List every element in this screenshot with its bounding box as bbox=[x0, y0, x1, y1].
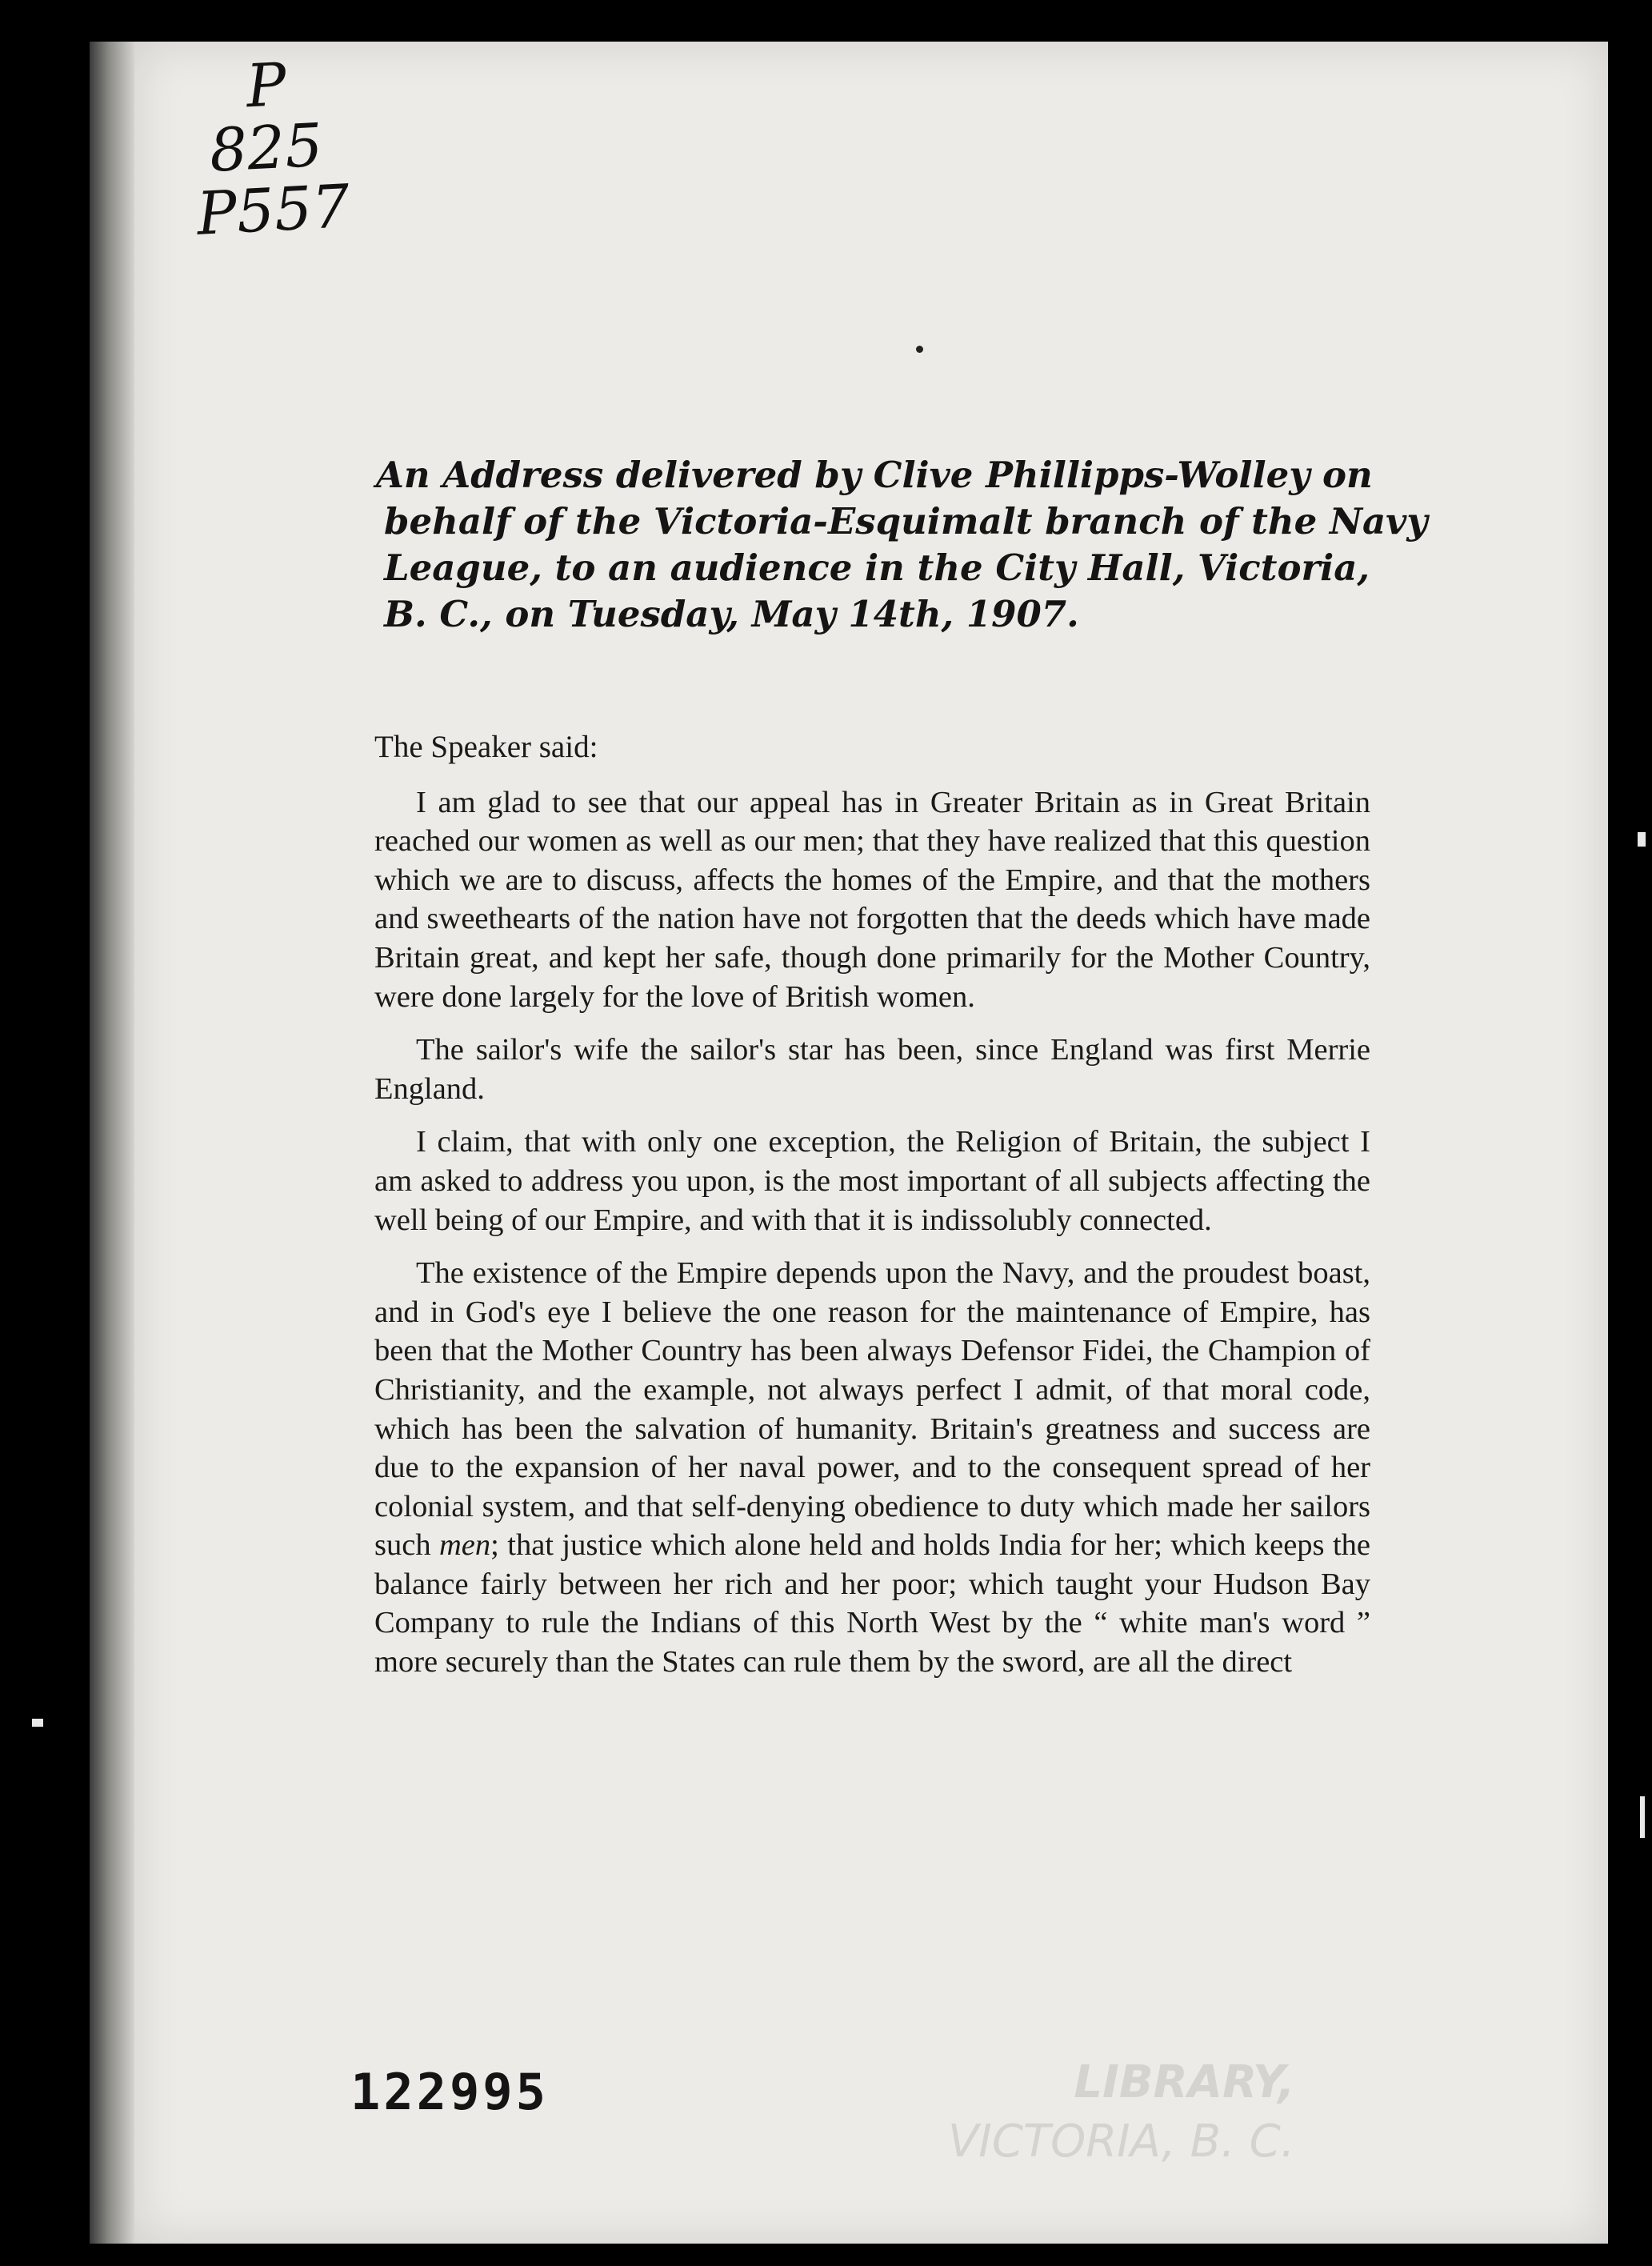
title-line-2: behalf of the Victoria-Esquimalt branch of the Navy bbox=[384, 500, 1428, 542]
title-line-4: B. C., on Tuesday, May 14th, 1907. bbox=[384, 593, 1079, 635]
stamp-line-1: LIBRARY, bbox=[1074, 2056, 1295, 2108]
speaker-intro: The Speaker said: bbox=[374, 730, 598, 764]
paragraph-4-part-1: The existence of the Empire depends upon the Navy, and the proudest boast, and in God's eye I believe the one reason for the maintenance of Empire, has been that the Mother Country has been always Defensor Fidei, the Champion of Christianity, and the example, not always perfect I admit, of that moral code, which has been the salvation of humanity. Britain's greatness and success are due to the expansion of her naval power, and to the consequent spread of her colonial system, and that self-denying obedience to duty which made her sailors such bbox=[374, 1256, 1370, 1563]
edge-mark-left bbox=[32, 1719, 43, 1727]
library-stamp bbox=[948, 2053, 1295, 2172]
paragraph-4-part-2: ; that justice which alone held and holds India for her; which keeps the balance fairly between her rich and her poor; which taught your Hudson Bay Company to rule the Indians of this North West by the “ white man's word ” more securely than the States can rule them by the sword, are all the direct bbox=[374, 1528, 1370, 1679]
body-text bbox=[374, 728, 1370, 1696]
stamp-line-2: VICTORIA, B. C. bbox=[948, 2116, 1295, 2168]
ink-dot bbox=[916, 346, 923, 353]
call-number-line-1: P bbox=[244, 50, 288, 122]
call-number-line-3: P557 bbox=[194, 171, 352, 249]
title-line-3: League, to an audience in the City Hall, Victoria, bbox=[384, 546, 1370, 589]
accession-number: 122995 bbox=[350, 2063, 549, 2121]
title-line-1: An Address delivered by Clive Phillipps-Wolley on bbox=[376, 454, 1373, 496]
paragraph-1: I am glad to see that our appeal has in Greater Britain as in Great Britain reached our women as well as our men; that they have realized that this question which we are to discuss, affects the homes of the Empire, and that the mothers and sweethearts of the nation have not forgotten that the deeds which have made Britain great, and kept her safe, though done primarily for the Mother Country, were done largely for the love of British women. bbox=[374, 785, 1370, 1014]
document-title bbox=[376, 452, 1428, 638]
paragraph-4-emphasis: men bbox=[439, 1528, 491, 1563]
edge-mark-right bbox=[1638, 832, 1646, 847]
call-number-line-2: 825 bbox=[207, 110, 325, 186]
edge-mark-right-lower bbox=[1640, 1796, 1645, 1838]
paragraph-3: I claim, that with only one exception, the Religion of Britain, the subject I am asked to address you upon, is the most important of all subjects affecting the well being of our Empire, and with that it is indissolubly connected. bbox=[374, 1125, 1370, 1237]
paragraph-4 bbox=[374, 1254, 1370, 1682]
binding-edge bbox=[90, 42, 138, 2244]
handwritten-call-number bbox=[189, 50, 352, 249]
paragraph-2: The sailor's wife the sailor's star has been, since England was first Merrie England. bbox=[374, 1033, 1370, 1106]
